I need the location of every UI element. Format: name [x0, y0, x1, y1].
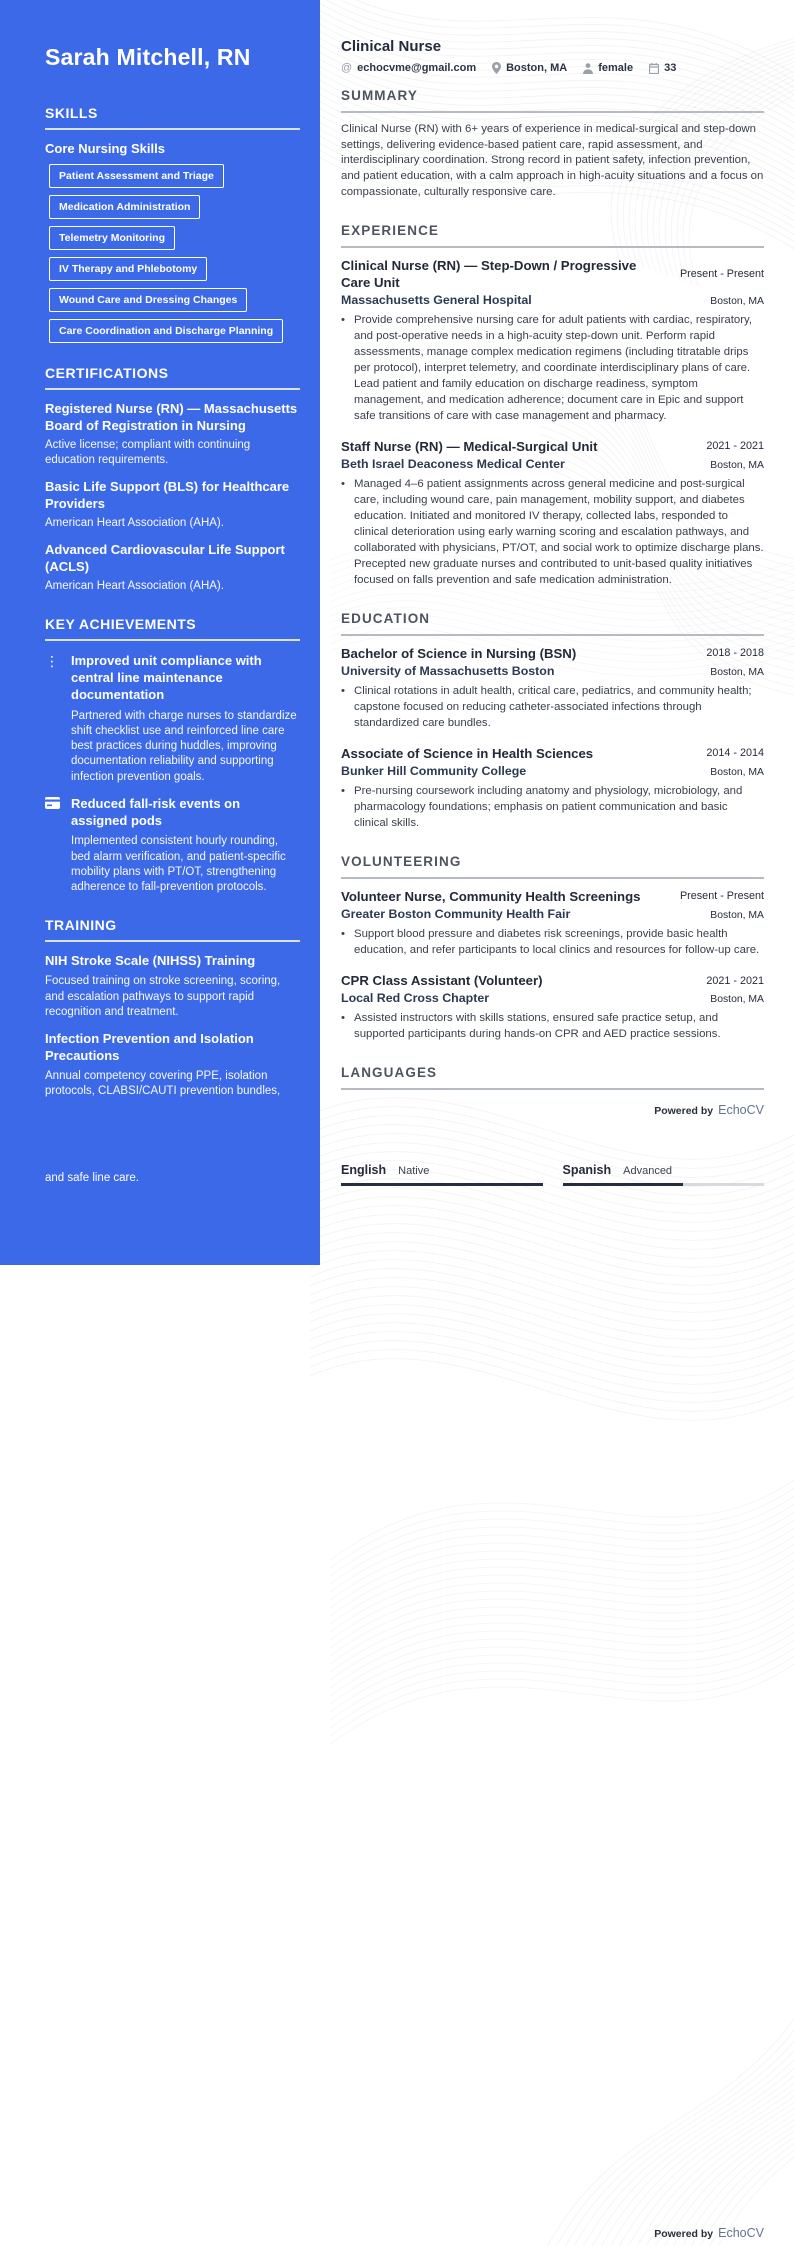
entry-location: Boston, MA	[710, 666, 764, 678]
achievement-description: Implemented consistent hourly rounding, bed alarm verification, and patient-specific mobility plans with PT/OT, strengthening adherence to fall-prevention protocols.	[71, 835, 286, 894]
languages-list	[341, 1163, 764, 1186]
entry-location: Boston, MA	[710, 295, 764, 307]
certification-note: American Heart Association (AHA).	[45, 579, 224, 592]
training-title: NIH Stroke Scale (NIHSS) Training	[45, 953, 256, 969]
entry-organization: Greater Boston Community Health Fair	[341, 906, 571, 921]
bullet-dot: •	[341, 477, 345, 490]
volunteering-entry	[341, 888, 764, 959]
language-name: Spanish	[562, 1163, 612, 1177]
location-text: Boston, MA	[506, 62, 568, 74]
entry-organization: Massachusetts General Hospital	[341, 292, 532, 307]
bullet-dot: •	[341, 684, 345, 697]
divider	[45, 128, 300, 130]
powered-by-footer	[654, 1101, 764, 1119]
card-icon	[45, 795, 71, 895]
divider	[45, 639, 300, 641]
entry-title: Staff Nurse (RN) — Medical-Surgical Unit	[341, 438, 598, 454]
education-entry	[341, 645, 764, 732]
certifications-heading: CERTIFICATIONS	[45, 365, 169, 381]
language-item	[341, 1163, 543, 1186]
entry-location: Boston, MA	[710, 459, 764, 471]
volunteering-heading: VOLUNTEERING	[341, 853, 462, 869]
skill-chip: Wound Care and Dressing Changes	[49, 288, 247, 312]
education-section	[341, 611, 764, 832]
divider	[45, 388, 300, 390]
entry-title: Associate of Science in Health Sciences	[341, 745, 594, 761]
entry-bullet-text: Provide comprehensive nursing care for adult patients with cardiac, respiratory, and post-operative needs in a high-acuity step-down unit. Perform rapid assessments, manage complex medication regimens (including titratable drips per protocol), interpret telemetry, and coordinate interdisciplinary plans of care. Lead patient and family education on discharge readiness, symptom management, and medication adherence; document care in Epic and support safe transitions of care with case management and pharmacy.	[354, 313, 753, 422]
certifications-section	[45, 365, 300, 594]
training-description: Annual competency covering PPE, isolation protocols, CLABSI/CAUTI prevention bundles,	[45, 1069, 281, 1098]
education-heading: EDUCATION	[341, 610, 431, 626]
education-entry	[341, 745, 764, 832]
entry-dates: Present - Present	[679, 267, 764, 280]
summary-text: Clinical Nurse (RN) with 6+ years of experience in medical-surgical and step-down settings, delivering evidence-based patient care, rapid assessment, and interdisciplinary coordination. Strong record in patient safety, infection prevention, and patient education, with a calm approach in high-acuity situations and a focus on compassionate, culturally responsive care.	[341, 123, 764, 198]
email-icon: @	[341, 62, 353, 74]
volunteering-entry	[341, 972, 764, 1043]
achievement-item	[45, 795, 300, 895]
language-item	[563, 1163, 765, 1186]
entry-bullet-text: Assisted instructors with skills stations, ensured safe practice setup, and supported participants during hands-on CPR and AED practice sessions.	[354, 1012, 721, 1041]
bullet-dot: •	[341, 313, 345, 326]
achievement-description: Partnered with charge nurses to standardize shift checklist use and reinforced line care best practices during huddles, improving documentation reliability and supporting infection prevention goals.	[71, 709, 297, 783]
contact-age	[649, 62, 676, 74]
calendar-icon	[649, 63, 659, 74]
skill-chip: IV Therapy and Phlebotomy	[49, 257, 207, 281]
volunteering-section	[341, 854, 764, 1043]
training-description: Focused training on stroke screening, scoring, and escalation pathways to support rapid recognition and treatment.	[45, 975, 281, 1018]
experience-section	[341, 223, 764, 589]
bullet-dot: •	[341, 1012, 345, 1025]
entry-title: Bachelor of Science in Nursing (BSN)	[341, 645, 577, 661]
language-level: Advanced	[623, 1165, 673, 1177]
language-bar-track	[341, 1183, 543, 1186]
sidebar-continuation	[0, 1123, 320, 1265]
age-text: 33	[664, 62, 677, 74]
skill-chip: Telemetry Monitoring	[49, 226, 175, 250]
entry-dates: 2014 - 2014	[706, 747, 764, 760]
divider	[341, 246, 764, 248]
entry-location: Boston, MA	[710, 766, 764, 778]
brand-name: EchoCV	[718, 2226, 764, 2240]
achievement-item	[45, 652, 300, 785]
powered-by-label: Powered by	[654, 1105, 714, 1117]
languages-heading: LANGUAGES	[341, 1065, 438, 1081]
certification-title: Registered Nurse (RN) — Massachusetts Board of Registration in Nursing	[45, 401, 298, 433]
divider	[341, 1088, 764, 1090]
powered-by-label: Powered by	[654, 2228, 714, 2240]
certification-note: American Heart Association (AHA).	[45, 516, 224, 529]
bullet-dot: •	[341, 927, 345, 940]
key-achievements-section	[45, 616, 300, 895]
language-bar-fill	[341, 1183, 543, 1186]
language-level: Native	[398, 1165, 430, 1177]
language-bar-fill	[563, 1183, 684, 1186]
entry-title: Volunteer Nurse, Community Health Screenings	[341, 888, 641, 904]
contact-email[interactable]	[341, 62, 476, 74]
language-bar-track	[563, 1183, 765, 1186]
training-heading: TRAINING	[45, 917, 117, 934]
summary-heading: SUMMARY	[341, 88, 418, 103]
achievement-title: Improved unit compliance with central line maintenance documentation	[71, 653, 262, 703]
skill-chip: Care Coordination and Discharge Planning	[49, 319, 283, 343]
entry-dates: 2018 - 2018	[706, 647, 764, 660]
certification-note: Active license; compliant with continuing education requirements.	[45, 438, 251, 466]
skills-section	[45, 105, 300, 343]
entry-bullet-text: Pre-nursing coursework including anatomy and physiology, microbiology, and pharmacology foundations; emphasis on patient communication and basic clinical skills.	[354, 784, 743, 829]
candidate-name: Sarah Mitchell, RN	[45, 44, 251, 70]
location-pin-icon	[492, 62, 501, 74]
entry-bullet-text: Clinical rotations in adult health, critical care, pediatrics, and community health; capstone focused on reducing catheter-associated infections through standardized care bundles.	[354, 684, 752, 729]
entry-organization: Local Red Cross Chapter	[341, 991, 490, 1006]
divider	[341, 111, 764, 113]
entry-organization: Beth Israel Deaconess Medical Center	[341, 456, 565, 471]
experience-heading: EXPERIENCE	[341, 222, 440, 238]
entry-location: Boston, MA	[710, 994, 764, 1006]
person-icon	[583, 63, 593, 74]
training-description-continuation: and safe line care.	[45, 1172, 139, 1184]
sidebar	[0, 0, 320, 1123]
entry-bullet-text: Managed 4–6 patient assignments across general medicine and post-surgical care, including wound care, pain management, mobility support, and diabetes education. Initiated and monitored IV therapy, collected labs, responded to clinical deterioration using early warning scoring and escalation pathways, and collaborated with physicians, PT/OT, and social work to optimize discharge plans. Precepted new graduate nurses and contributed to unit-based quality initiatives focused on falls prevention and safe medication administration.	[354, 477, 764, 586]
entry-bullet-text: Support blood pressure and diabetes risk screenings, provide basic health education, and refer participants to local clinics and resources for follow-up care.	[354, 927, 760, 956]
entry-title: CPR Class Assistant (Volunteer)	[341, 972, 543, 988]
entry-organization: University of Massachusetts Boston	[341, 663, 555, 678]
skill-chip: Patient Assessment and Triage	[49, 164, 224, 188]
entry-organization: Bunker Hill Community College	[341, 763, 527, 778]
dots-vertical-icon: ⋮	[45, 653, 59, 670]
skill-chip: Medication Administration	[49, 195, 200, 219]
experience-entry	[341, 438, 764, 589]
languages-section	[341, 1065, 764, 1090]
email-text[interactable]: echocvme@gmail.com	[357, 62, 477, 74]
divider	[45, 940, 300, 942]
skill-group-label: Core Nursing Skills	[45, 141, 165, 156]
gender-text: female	[598, 62, 634, 74]
entry-title: Clinical Nurse (RN) — Step-Down / Progressive Care Unit	[341, 257, 637, 290]
training-title: Infection Prevention and Isolation Precautions	[45, 1031, 254, 1063]
entry-dates: 2021 - 2021	[706, 440, 764, 453]
training-section	[45, 917, 300, 1099]
contact-location	[492, 62, 567, 74]
achievement-title: Reduced fall-risk events on assigned pods	[71, 795, 241, 829]
key-achievements-heading: KEY ACHIEVEMENTS	[45, 616, 197, 633]
certification-title: Basic Life Support (BLS) for Healthcare Providers	[45, 479, 290, 512]
entry-dates: 2021 - 2021	[706, 974, 764, 987]
contact-gender	[583, 62, 633, 74]
experience-entry	[341, 257, 764, 425]
main-column	[320, 0, 794, 1099]
entry-location: Boston, MA	[710, 909, 764, 921]
certification-title: Advanced Cardiovascular Life Support (ACLS)	[45, 542, 285, 574]
summary-section	[341, 88, 764, 201]
divider	[341, 634, 764, 636]
entry-dates: Present - Present	[679, 890, 764, 903]
powered-by-footer	[654, 2224, 764, 2242]
job-title: Clinical Nurse	[341, 38, 442, 55]
language-name: English	[341, 1163, 387, 1177]
brand-name: EchoCV	[718, 1103, 764, 1117]
skills-heading: SKILLS	[45, 105, 98, 121]
contact-row	[341, 62, 764, 74]
bullet-dot: •	[341, 784, 345, 797]
divider	[341, 877, 764, 879]
